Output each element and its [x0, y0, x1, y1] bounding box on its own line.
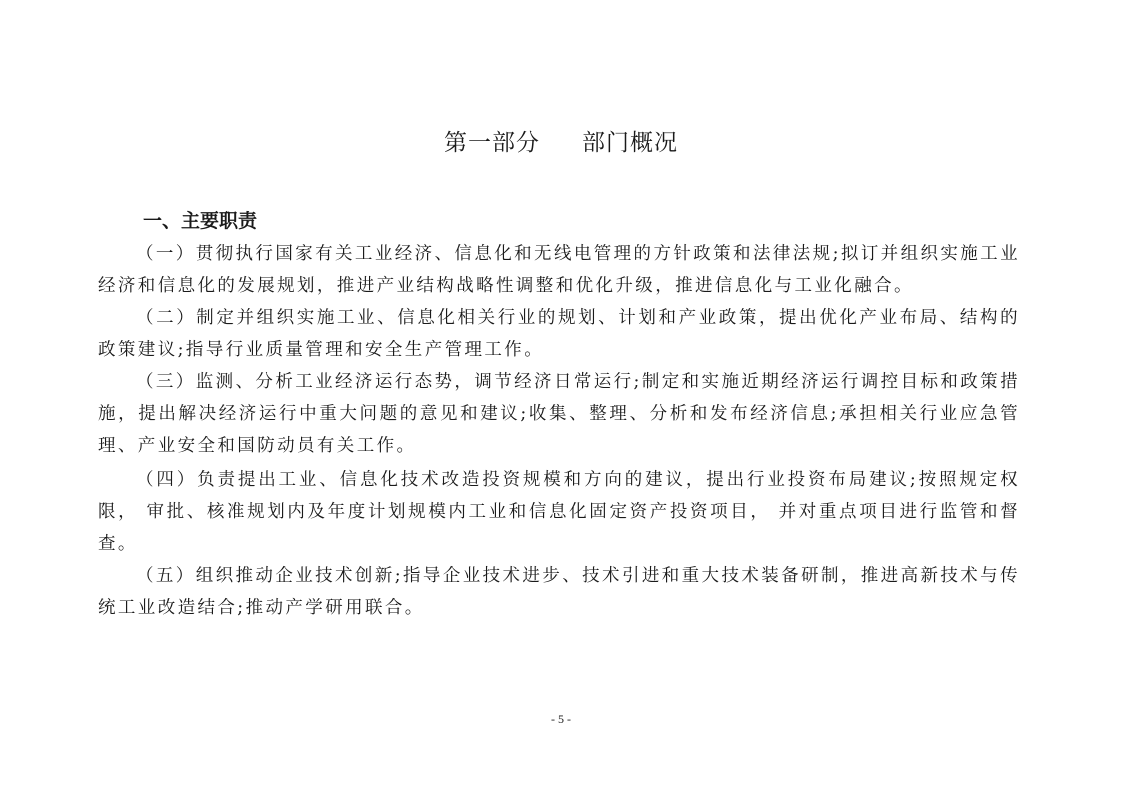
document-body [98, 238, 1020, 624]
paragraph-5: （五）组织推动企业技术创新;指导企业技术进步、技术引进和重大技术装备研制，推进高新技术与传统工业改造结合;推动产学研用联合。 [98, 566, 1020, 618]
title-part: 第一部分 [444, 130, 540, 156]
section-heading: 一、主要职责 [143, 210, 258, 232]
paragraph-4: （四）负责提出工业、信息化技术改造投资规模和方向的建议，提出行业投资布局建议;按照规定权限， 审批、核准规划内及年度计划规模内工业和信息化固定资产投资项目， 并对重点项目进行监管和督查。 [98, 470, 1020, 554]
paragraph-2: （二）制定并组织实施工业、信息化相关行业的规划、计划和产业政策，提出优化产业布局、结构的政策建议;指导行业质量管理和安全生产管理工作。 [98, 308, 1020, 360]
paragraph-1: （一）贯彻执行国家有关工业经济、信息化和无线电管理的方针政策和法律法规;拟订并组织实施工业经济和信息化的发展规划，推进产业结构战略性调整和优化升级，推进信息化与工业化融合。 [98, 244, 1020, 296]
title-name: 部门概况 [582, 130, 678, 156]
paragraph-3: （三）监测、分析工业经济运行态势，调节经济日常运行;制定和实施近期经济运行调控目标和政策措施，提出解决经济运行中重大问题的意见和建议;收集、整理、分析和发布经济信息;承担相关行业应急管理、产业安全和国防动员有关工作。 [98, 372, 1020, 456]
page-title [0, 124, 1122, 157]
page-number: - 5 - [551, 712, 571, 726]
